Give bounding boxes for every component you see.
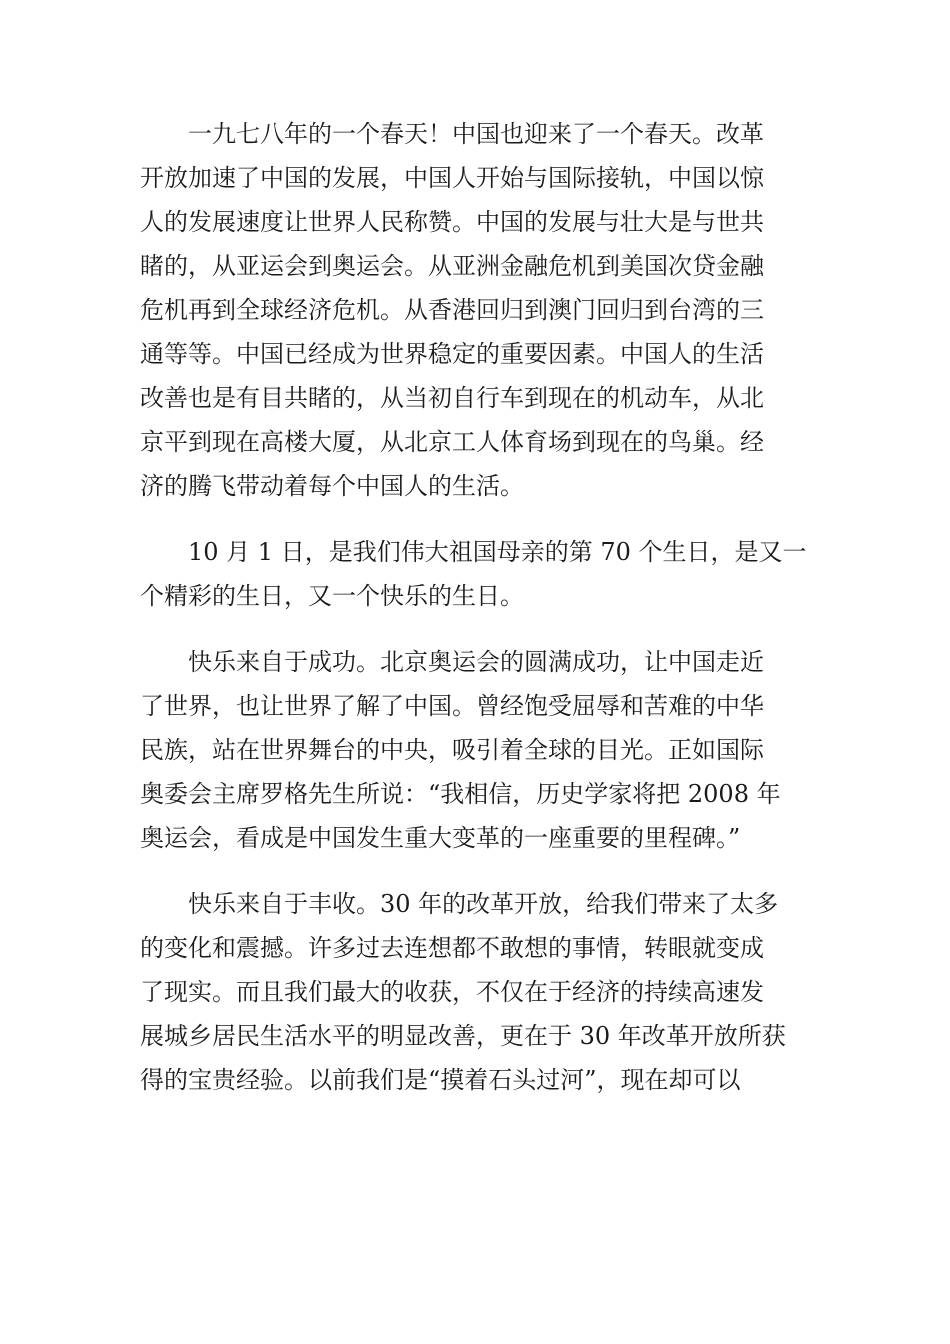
text-line: 睹的，从亚运会到奥运会。从亚洲金融危机到美国次贷金融	[140, 252, 764, 280]
text-line: 济的腾飞带动着每个中国人的生活。	[140, 472, 524, 500]
text-line: 的变化和震撼。许多过去连想都不敢想的事情，转眼就变成	[140, 934, 764, 962]
text-line: 展城乡居民生活水平的明显改善，更在于 30 年改革开放所获	[140, 1022, 786, 1050]
text-line: 了现实。而且我们最大的收获，不仅在于经济的持续高速发	[140, 978, 764, 1006]
text-line: 人的发展速度让世界人民称赞。中国的发展与壮大是与世共	[140, 208, 764, 236]
text-line: 民族，站在世界舞台的中央，吸引着全球的目光。正如国际	[140, 736, 764, 764]
paragraph-reform-spring	[140, 112, 820, 508]
document-body	[140, 112, 820, 1124]
text-line: 一九七八年的一个春天！中国也迎来了一个春天。改革	[140, 120, 764, 148]
text-line: 快乐来自于成功。北京奥运会的圆满成功，让中国走近	[140, 648, 764, 676]
text-line: 开放加速了中国的发展，中国人开始与国际接轨，中国以惊	[140, 164, 764, 192]
text-line: 奥运会，看成是中国发生重大变革的一座重要的里程碑。”	[140, 824, 741, 852]
text-line: 了世界，也让世界了解了中国。曾经饱受屈辱和苦难的中华	[140, 692, 764, 720]
text-line: 得的宝贵经验。以前我们是“摸着石头过河”，现在却可以	[140, 1066, 741, 1094]
text-line: 快乐来自于丰收。30 年的改革开放，给我们带来了太多	[140, 890, 779, 918]
paragraph-birthday	[140, 530, 820, 618]
text-line: 京平到现在高楼大厦，从北京工人体育场到现在的鸟巢。经	[140, 428, 764, 456]
text-line: 危机再到全球经济危机。从香港回归到澳门回归到台湾的三	[140, 296, 764, 324]
text-line: 通等等。中国已经成为世界稳定的重要因素。中国人的生活	[140, 340, 764, 368]
text-line: 改善也是有目共睹的，从当初自行车到现在的机动车，从北	[140, 384, 764, 412]
text-line: 个精彩的生日，又一个快乐的生日。	[140, 582, 524, 610]
paragraph-olympics	[140, 640, 820, 860]
text-line: 10 月 1 日，是我们伟大祖国母亲的第 70 个生日，是又一	[140, 538, 807, 566]
text-line: 奥委会主席罗格先生所说：“我相信，历史学家将把 2008 年	[140, 780, 781, 808]
paragraph-harvest	[140, 882, 820, 1102]
